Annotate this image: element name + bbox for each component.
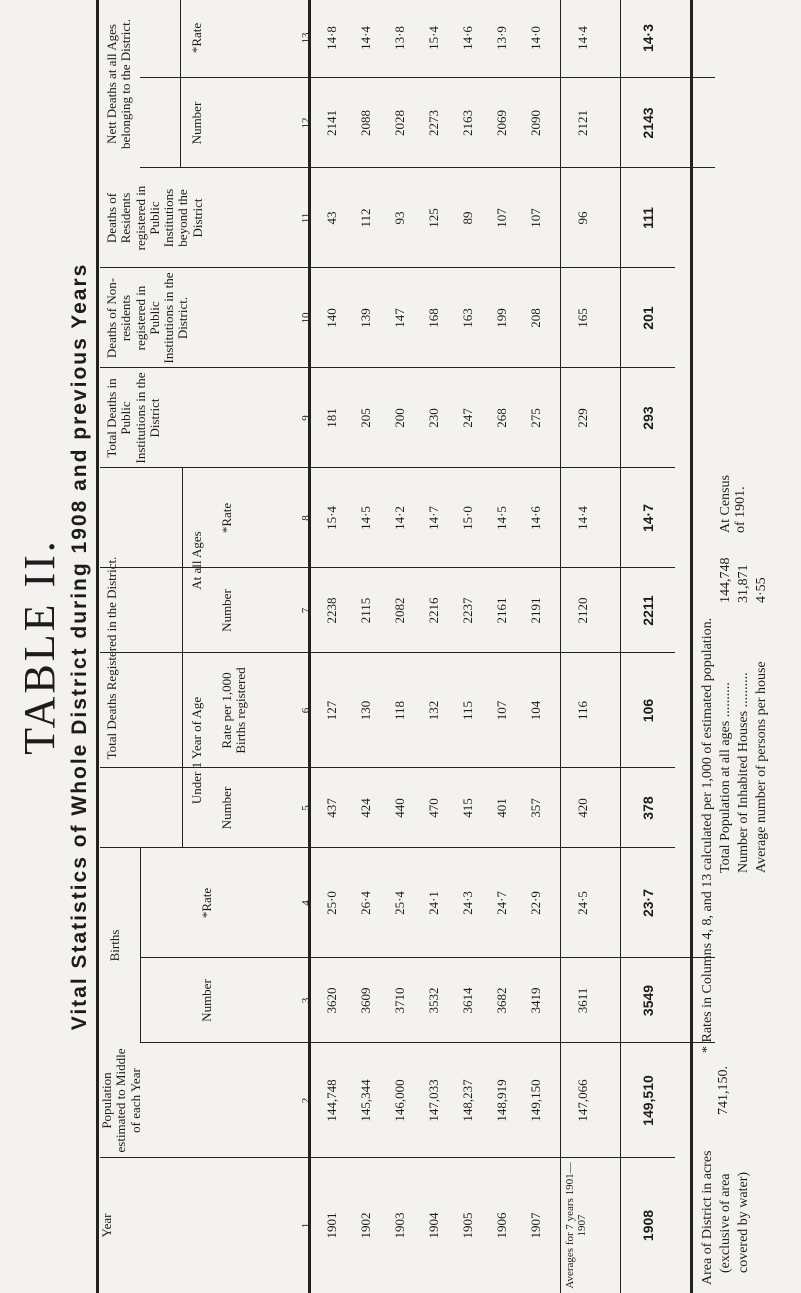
column-number-11: 11 [300, 212, 312, 224]
cell-nett_num-1905: 2163 [460, 110, 475, 136]
cell-pub-1907: 275 [528, 408, 543, 428]
cell-nonres-1906: 199 [494, 308, 509, 328]
column-header-births_num: Number [199, 979, 214, 1022]
cell-all_rate-1902: 14·5 [358, 506, 373, 530]
column-number-2: 2 [300, 1097, 312, 1104]
cell-all_rate-1907: 14·6 [528, 506, 543, 530]
cell-births_num-1908: 3549 [640, 984, 656, 1017]
column-number-13: 13 [300, 32, 312, 44]
header-births: Births [107, 929, 122, 962]
cell-nett_rate-1902: 14·4 [358, 26, 373, 50]
persons-value: 4·55 [754, 577, 769, 603]
average-rule [560, 0, 561, 1293]
cell-u1_rate-1901: 127 [324, 700, 339, 721]
cell-nett_num-1903: 2028 [392, 110, 407, 136]
cell-year-average: Averages for 7 years 1901—1907 [564, 1162, 588, 1289]
cell-births_num-1902: 3609 [358, 987, 373, 1014]
cell-population-1901: 144,748 [324, 1079, 339, 1122]
cell-resbey-1903: 93 [392, 211, 407, 225]
cell-nett_num-1904: 2273 [426, 110, 441, 136]
cell-nett_rate-1907: 14·0 [528, 26, 543, 50]
cell-u1_rate-1904: 132 [426, 700, 441, 721]
births-group-rule [140, 848, 141, 1043]
cell-all_num-1903: 2082 [392, 597, 407, 624]
column-header-year: Year [99, 1213, 114, 1238]
cell-u1_rate-1905: 115 [460, 700, 475, 721]
cell-all_rate-1905: 15·0 [460, 506, 475, 530]
column-header-nett_rate: *Rate [189, 22, 204, 54]
table-bottom-rule [690, 0, 693, 1293]
cell-nonres-1901: 140 [324, 308, 339, 328]
rates-footnote: * Rates in Columns 4, 8, and 13 calculated per 1,000 of estimated population. [700, 617, 715, 1053]
column-number-4: 4 [300, 900, 312, 906]
cell-u1_num-1908: 378 [640, 796, 656, 820]
cell-nonres-1903: 147 [392, 308, 407, 328]
cell-all_num-average: 2120 [575, 597, 590, 624]
cell-births_num-1901: 3620 [324, 987, 339, 1014]
cell-resbey-1908: 111 [640, 207, 656, 229]
cell-nonres-1907: 208 [528, 308, 543, 328]
cell-births_num-1907: 3419 [528, 987, 543, 1014]
column-header-births_rate: *Rate [199, 887, 214, 919]
cell-resbey-1907: 107 [528, 208, 543, 228]
cell-u1_rate-1902: 130 [358, 700, 373, 721]
cell-all_rate-1901: 15·4 [324, 506, 339, 530]
cell-births_num-1903: 3710 [392, 987, 407, 1014]
cell-births_rate-1901: 25·0 [324, 891, 339, 915]
header-bottom-rule [308, 0, 311, 1293]
cell-births_rate-average: 24·5 [575, 891, 590, 915]
cell-u1_num-1904: 470 [426, 798, 441, 818]
cell-nett_num-1908: 2143 [640, 107, 656, 139]
cell-births_num-1905: 3614 [460, 987, 475, 1014]
column-header-resbey: Deaths of Residents registered in Public Institutions beyond the District [104, 185, 205, 251]
cell-all_num-1908: 2211 [640, 595, 656, 626]
cell-pub-1908: 293 [640, 406, 656, 430]
column-number-5: 5 [300, 805, 312, 811]
column-header-all_num: Number [219, 589, 234, 632]
cell-births_rate-1908: 23·7 [640, 888, 656, 918]
houses-label: Number of Inhabited Houses .......... [736, 672, 751, 873]
cell-all_rate-1904: 14·7 [426, 506, 441, 530]
column-number-6: 6 [300, 707, 312, 714]
cell-pub-1901: 181 [324, 408, 339, 428]
cell-population-1906: 148,919 [494, 1079, 509, 1122]
cell-population-1908: 149,510 [640, 1075, 656, 1126]
cell-u1_rate-1903: 118 [392, 700, 407, 721]
persons-label: Average number of persons per house [754, 661, 769, 873]
cell-nett_num-1902: 2088 [358, 110, 373, 136]
cell-all_num-1901: 2238 [324, 597, 339, 624]
area-value: 741,150. [716, 1066, 731, 1115]
cell-pub-1905: 247 [460, 408, 475, 428]
census-label: At Census of 1901. [718, 475, 749, 533]
cell-year-1907: 1907 [528, 1212, 543, 1239]
cell-nett_num-1907: 2090 [528, 110, 543, 136]
cell-all_num-1902: 2115 [358, 597, 373, 624]
cell-nett_num-1906: 2069 [494, 110, 509, 136]
column-number-9: 9 [300, 415, 312, 421]
cell-pub-average: 229 [575, 408, 590, 428]
page-subtitle: Vital Statistics of Whole District during 1908 and previous Years [68, 262, 91, 1031]
cell-births_num-1904: 3532 [426, 987, 441, 1014]
column-header-nett_num: Number [189, 101, 204, 145]
cell-year-1903: 1903 [392, 1212, 407, 1239]
header-under-1: Under 1 Year of Age [189, 696, 204, 805]
header-total-deaths: Total Deaths Registered in the District. [104, 556, 119, 760]
cell-resbey-1905: 89 [460, 211, 475, 225]
nett-group-rule [180, 0, 181, 168]
cell-resbey-1904: 125 [426, 208, 441, 228]
population-value: 144,748 [718, 557, 733, 603]
cell-population-1905: 148,237 [460, 1079, 475, 1122]
column-header-pub: Total Deaths in Public Institutions in the District [104, 372, 162, 464]
cell-u1_num-1902: 424 [358, 798, 373, 818]
cell-resbey-1902: 112 [358, 208, 373, 228]
cell-nonres-1908: 201 [640, 306, 656, 330]
cell-population-1903: 146,000 [392, 1079, 407, 1122]
cell-nett_num-1901: 2141 [324, 110, 339, 136]
cell-u1_rate-1907: 104 [528, 700, 543, 721]
area-label-2: (exclusive of area [718, 1173, 733, 1273]
cell-population-1907: 149,150 [528, 1079, 543, 1122]
cell-all_rate-1908: 14·7 [640, 503, 656, 533]
cell-u1_rate-1906: 107 [494, 700, 509, 721]
column-header-u1_num: Number [219, 786, 234, 830]
cell-births_rate-1904: 24·1 [426, 891, 441, 915]
cell-pub-1902: 205 [358, 408, 373, 428]
header-nett-deaths: Nett Deaths at all Ages belonging to the District. [104, 19, 134, 149]
column-number-10: 10 [300, 312, 312, 324]
total-deaths-group-rule [182, 468, 183, 848]
column-number-1: 1 [300, 1222, 312, 1229]
column-header-population: Population estimated to Middle of each Year [99, 1048, 143, 1153]
cell-nett_rate-1906: 13·9 [494, 26, 509, 50]
column-number-8: 8 [300, 515, 312, 521]
cell-all_rate-1903: 14·2 [392, 506, 407, 530]
column-header-nonres: Deaths of Non-residents registered in Public Institutions in the District. [104, 272, 191, 364]
houses-value: 31,871 [736, 564, 751, 603]
cell-u1_rate-average: 116 [575, 700, 590, 721]
column-number-3: 3 [300, 997, 312, 1004]
column-number-12: 12 [300, 117, 312, 129]
cell-all_num-1906: 2161 [494, 597, 509, 624]
column-header-u1_rate: Rate per 1,000 Births registered [219, 667, 249, 754]
cell-nonres-1905: 163 [460, 308, 475, 328]
area-label-1: Area of District in acres [700, 1150, 715, 1285]
cell-all_rate-average: 14·4 [575, 506, 590, 530]
cell-nett_rate-1905: 14·6 [460, 26, 475, 50]
cell-nonres-1904: 168 [426, 308, 441, 328]
cell-year-1906: 1906 [494, 1212, 509, 1239]
column-header-all_rate: *Rate [219, 502, 234, 534]
cell-u1_num-1901: 437 [324, 798, 339, 818]
cell-births_rate-1905: 24·3 [460, 891, 475, 915]
cell-population-average: 147,066 [575, 1079, 590, 1122]
area-label-3: covered by water) [736, 1171, 751, 1273]
cell-year-1904: 1904 [426, 1212, 441, 1239]
header-top-rule [96, 0, 99, 1293]
cell-u1_num-1903: 440 [392, 798, 407, 818]
cell-u1_num-average: 420 [575, 798, 590, 818]
cell-births_num-average: 3611 [575, 987, 590, 1014]
cell-nett_rate-1908: 14·3 [640, 23, 656, 53]
column-number-7: 7 [300, 607, 312, 614]
cell-resbey-1901: 43 [324, 211, 339, 225]
cell-population-1902: 145,344 [358, 1079, 373, 1122]
cell-nett_rate-1901: 14·8 [324, 26, 339, 50]
cell-pub-1903: 200 [392, 408, 407, 428]
cell-resbey-average: 96 [575, 211, 590, 225]
cell-resbey-1906: 107 [494, 208, 509, 228]
cell-nett_num-average: 2121 [575, 110, 590, 136]
cell-births_rate-1907: 22·9 [528, 891, 543, 915]
cell-year-1902: 1902 [358, 1212, 373, 1239]
cell-nonres-average: 165 [575, 308, 590, 328]
population-label: Total Population at all ages .......... [718, 682, 733, 873]
cell-pub-1904: 230 [426, 408, 441, 428]
cell-u1_num-1907: 357 [528, 798, 543, 818]
cell-all_num-1907: 2191 [528, 597, 543, 624]
page-title: TABLE II. [15, 538, 64, 755]
cell-population-1904: 147,033 [426, 1079, 441, 1122]
current-rule [620, 0, 621, 1293]
cell-pub-1906: 268 [494, 408, 509, 428]
cell-year-1901: 1901 [324, 1212, 339, 1239]
cell-u1_num-1906: 401 [494, 798, 509, 818]
cell-births_rate-1903: 25·4 [392, 891, 407, 915]
cell-all_num-1905: 2237 [460, 597, 475, 624]
cell-u1_rate-1908: 106 [640, 698, 656, 723]
cell-births_rate-1906: 24·7 [494, 891, 509, 915]
cell-all_num-1904: 2216 [426, 597, 441, 624]
header-all-ages: At all Ages [189, 531, 204, 590]
cell-nett_rate-1904: 15·4 [426, 26, 441, 50]
cell-year-1908: 1908 [640, 1209, 656, 1242]
cell-year-1905: 1905 [460, 1212, 475, 1239]
cell-births_num-1906: 3682 [494, 987, 509, 1014]
cell-births_rate-1902: 26·4 [358, 891, 373, 915]
cell-nett_rate-average: 14·4 [575, 26, 590, 50]
cell-u1_num-1905: 415 [460, 798, 475, 818]
cell-nonres-1902: 139 [358, 308, 373, 328]
cell-all_rate-1906: 14·5 [494, 506, 509, 530]
cell-nett_rate-1903: 13·8 [392, 26, 407, 50]
